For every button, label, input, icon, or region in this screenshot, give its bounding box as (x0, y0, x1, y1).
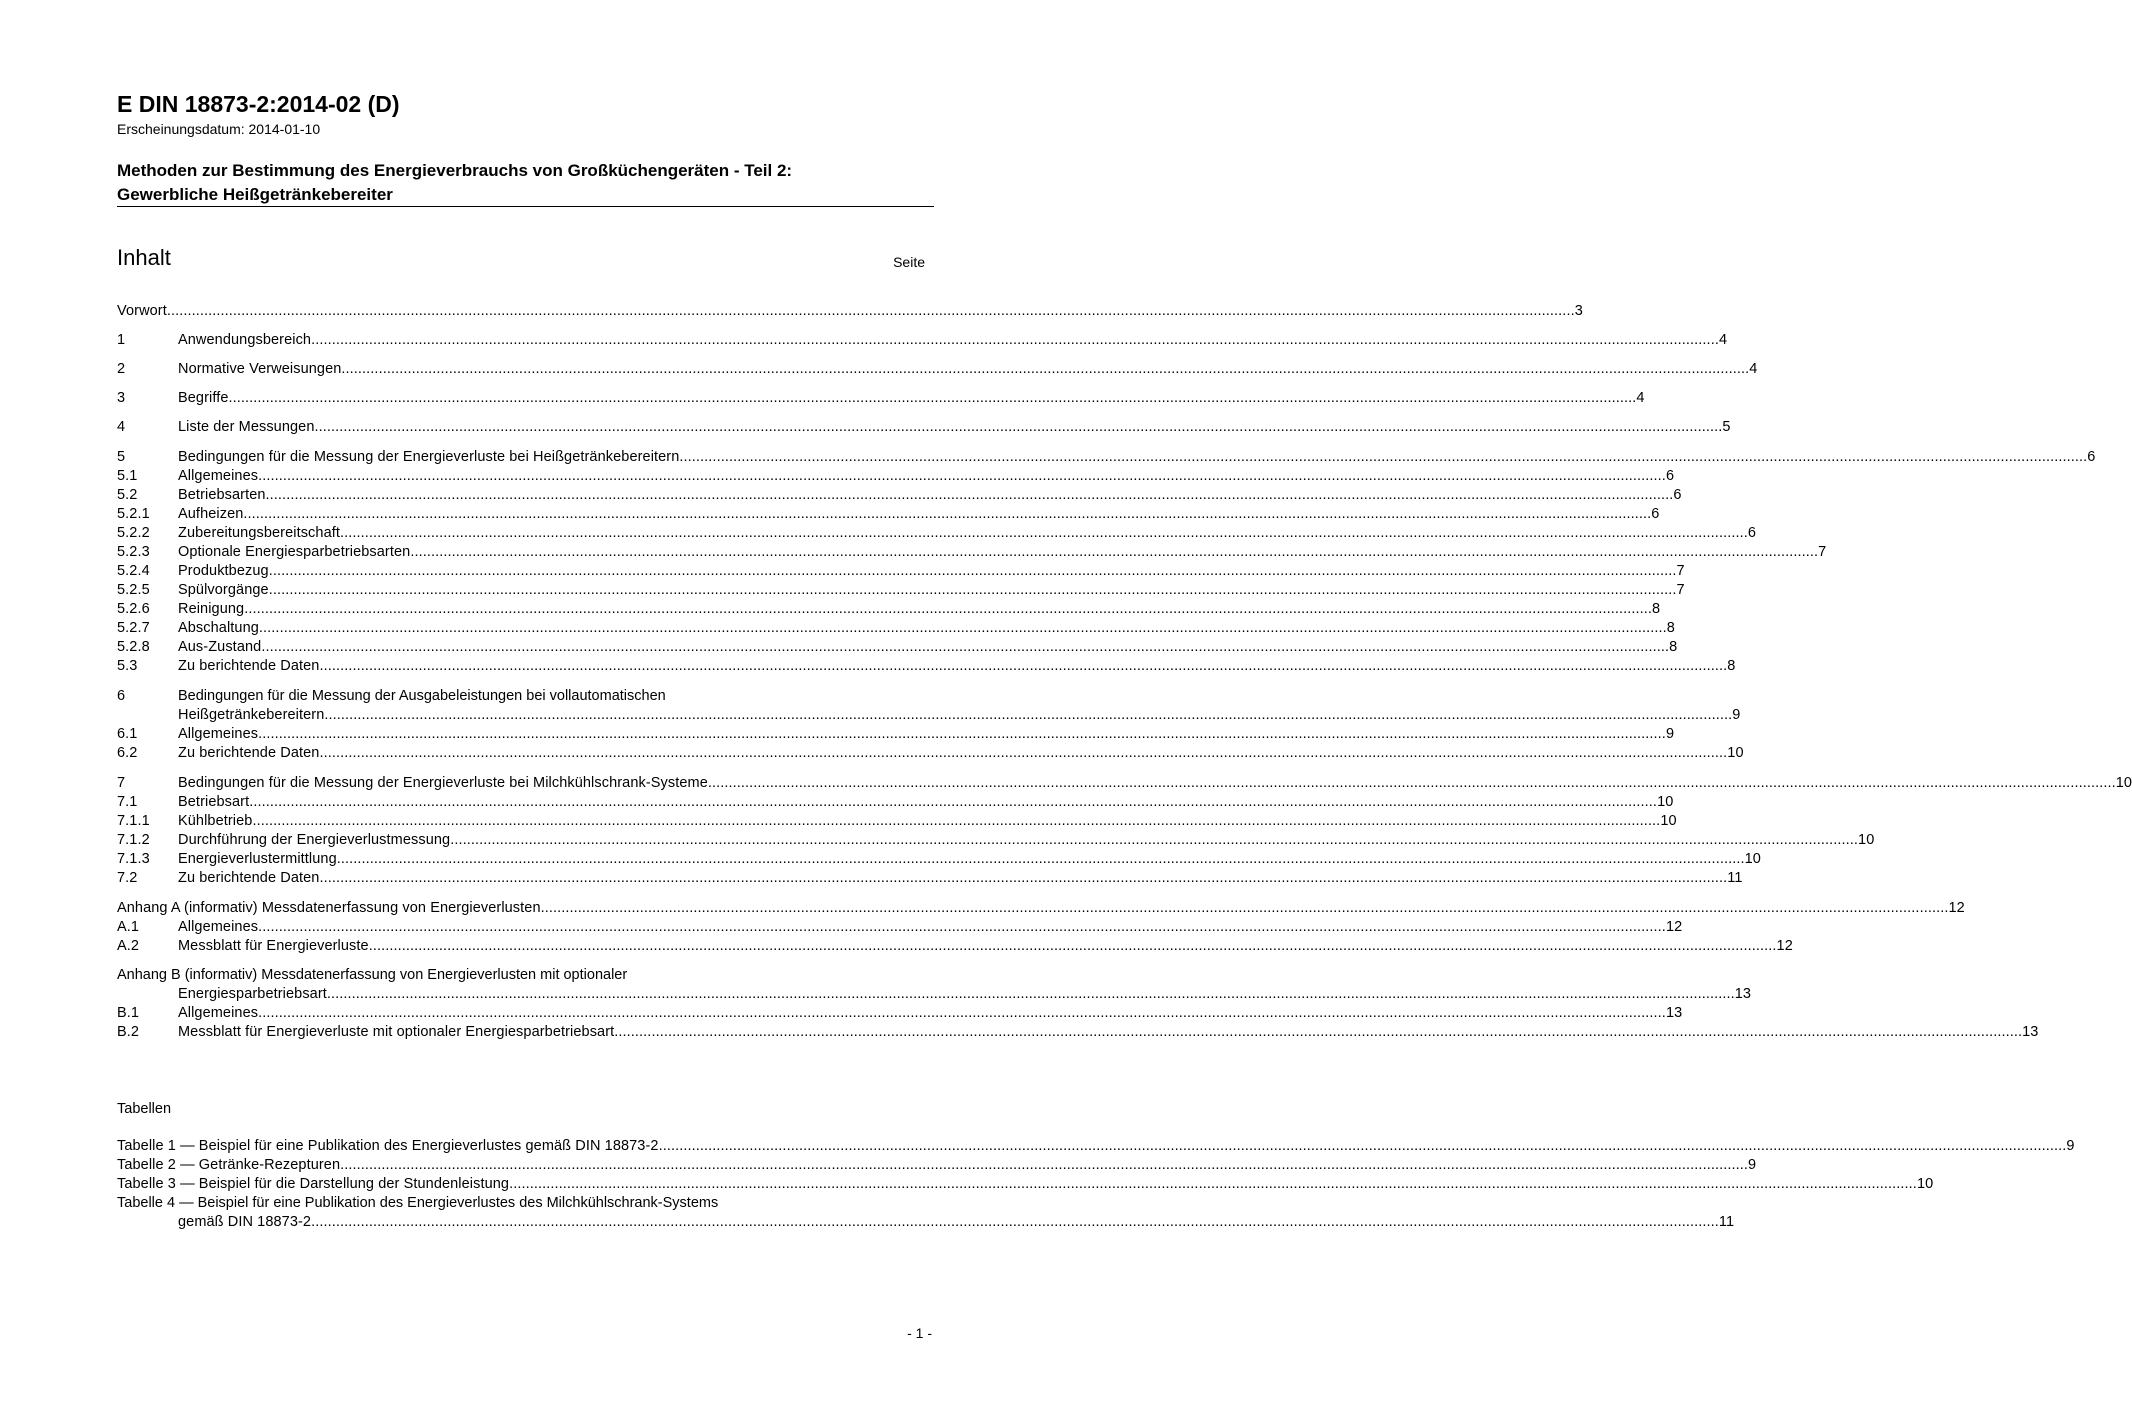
toc-entry[interactable] (117, 869, 1743, 888)
toc-entry[interactable] (117, 638, 1678, 657)
toc-entry[interactable] (117, 744, 1744, 763)
toc-entry-text: Zu berichtende Daten (178, 870, 320, 886)
toc-entry-text: Energieverlustermittlung (178, 851, 337, 867)
toc-entry-number: 7.1.1 (117, 813, 150, 829)
toc-entry-number: 5.2 (117, 487, 138, 503)
toc-entry[interactable] (117, 562, 1685, 581)
toc-entry-number: 5.3 (117, 658, 138, 674)
toc-entry-number: 6.1 (117, 726, 138, 742)
toc-entry-number: 5.2.3 (117, 544, 150, 560)
toc-entry-number: 5.2.8 (117, 639, 150, 655)
toc-entry-number: 7.1.2 (117, 832, 150, 848)
toc-entry[interactable] (117, 418, 1731, 437)
toc-entry-number: A.1 (117, 919, 140, 935)
toc-entry[interactable] (117, 774, 2132, 793)
toc-entry-page: 12 (1665, 919, 1683, 935)
toc-entry-text: Allgemeines (178, 726, 259, 742)
toc-entry-text: Vorwort (117, 303, 167, 319)
toc-entry-page: 13 (1734, 986, 1752, 1002)
toc-entry[interactable] (117, 505, 1660, 524)
toc-entry-number: B.1 (117, 1005, 140, 1021)
toc-entry-text: Bedingungen für die Messung der Ausgabeleistungen bei vollautomatischen (178, 688, 666, 704)
toc-entry-page: 6 (1651, 506, 1660, 522)
document-title: E DIN 18873-2:2014-02 (D) (117, 91, 400, 117)
toc-entry-page: 6 (1747, 525, 1757, 541)
page-number: - 1 - (907, 1325, 932, 1341)
toc-entry-page: 7 (1676, 582, 1685, 598)
toc-entry[interactable] (117, 619, 1675, 638)
toc-entry-text: Liste der Messungen (178, 419, 315, 435)
toc-entry-text: Zu berichtende Daten (178, 745, 320, 761)
toc-entry-page: 7 (1676, 563, 1685, 579)
toc-entry-page: 7 (1818, 544, 1827, 560)
toc-entry-number: A.2 (117, 938, 140, 954)
toc-entry-number: 4 (117, 419, 126, 435)
toc-entry-page: 13 (2022, 1024, 2039, 1040)
toc-entry-page: 10 (1657, 794, 1674, 810)
toc-entry-page: 5 (1722, 419, 1731, 435)
toc-entry-number: 5.2.4 (117, 563, 150, 579)
toc-entry-text: Heißgetränkebereitern (178, 707, 325, 723)
document-subtitle (117, 159, 937, 207)
toc-entry-text: Messblatt für Energieverluste (178, 938, 369, 954)
toc-entry-page: 11 (1727, 870, 1743, 886)
table-entry-page: 9 (2066, 1138, 2075, 1154)
toc-entry-text: Anhang A (informativ) Messdatenerfassung von Energieverlusten (117, 900, 541, 916)
table-list-entry[interactable] (117, 1213, 1735, 1232)
toc-entry-page: 8 (1652, 601, 1661, 617)
table-entry-page: 10 (1916, 1176, 1934, 1192)
toc-entry-page: 4 (1749, 361, 1758, 377)
publication-date: Erscheinungsdatum: 2014-01-10 (117, 121, 321, 137)
toc-entry-number: 7 (117, 775, 126, 791)
toc-entry-page: 4 (1636, 390, 1645, 406)
toc-entry-annex-a[interactable] (117, 899, 1965, 918)
toc-entry-text: Abschaltung (178, 620, 259, 636)
table-list-entry[interactable] (117, 1137, 2075, 1156)
toc-entry-number: 5.2.6 (117, 601, 150, 617)
toc-entry-page: 6 (2087, 449, 2096, 465)
table-list-entry-heading-line[interactable] (117, 1194, 718, 1213)
table-entry-text: Tabelle 1 — Beispiel für eine Publikation des Energieverlustes gemäß DIN 18873-2 (117, 1138, 659, 1154)
toc-entry-number: 7.1 (117, 794, 138, 810)
toc-entry-number: 5.2.5 (117, 582, 150, 598)
toc-entry[interactable] (117, 524, 1757, 543)
toc-entry-text: Kühlbetrieb (178, 813, 253, 829)
toc-entry-number: 5.2.1 (117, 506, 150, 522)
toc-entry-text: Normative Verweisungen (178, 361, 342, 377)
toc-entry-page: 10 (2115, 775, 2132, 791)
subtitle-line-1: Methoden zur Bestimmung des Energieverbrauchs von Großküchengeräten - Teil 2: (117, 161, 793, 180)
toc-entry-number: 7.2 (117, 870, 138, 886)
toc-entry-text: Allgemeines (178, 468, 259, 484)
toc-entry-number: 7.1.3 (117, 851, 150, 867)
toc-entry-text: Produktbezug (178, 563, 269, 579)
toc-entry-page: 10 (1744, 851, 1761, 867)
toc-entry[interactable] (117, 448, 2096, 467)
toc-entry[interactable] (117, 937, 1793, 956)
toc-entry-text: Spülvorgänge (178, 582, 269, 598)
toc-entry-page: 13 (1665, 1005, 1683, 1021)
toc-entry-page: 12 (1948, 900, 1965, 916)
toc-entry[interactable] (117, 543, 1827, 562)
toc-entry[interactable] (117, 918, 1683, 937)
toc-entry-text: Aufheizen (178, 506, 244, 522)
subtitle-line-2: Gewerbliche Heißgetränkebereiter (117, 185, 393, 204)
toc-entry-text: Anwendungsbereich (178, 332, 312, 348)
toc-entry[interactable] (117, 850, 1761, 869)
toc-entry-number: 5 (117, 449, 126, 465)
table-entry-text: gemäß DIN 18873-2 (178, 1214, 312, 1230)
toc-entry-page: 6 (1673, 487, 1682, 503)
toc-entry-page: 12 (1776, 938, 1793, 954)
toc-entry-page: 6 (1665, 468, 1675, 484)
toc-entry[interactable] (117, 793, 1674, 812)
table-entry-page: 11 (1718, 1214, 1735, 1230)
toc-entry-heading-line[interactable] (117, 687, 666, 706)
table-entry-text: Tabelle 4 — Beispiel für eine Publikation des Energieverlustes des Milchkühlschrank-Systems (117, 1195, 719, 1211)
toc-entry[interactable] (117, 581, 1685, 600)
toc-entry[interactable] (117, 600, 1661, 619)
toc-entry-page: 8 (1666, 620, 1675, 636)
toc-heading: Inhalt (117, 245, 171, 270)
toc-entry-text: Bedingungen für die Messung der Energieverluste bei Heißgetränkebereitern (178, 449, 680, 465)
toc-entry[interactable] (117, 486, 1682, 505)
table-entry-text: Tabelle 3 — Beispiel für die Darstellung der Stundenleistung (117, 1176, 510, 1192)
toc-entry-text: Begriffe (178, 390, 229, 406)
toc-entry[interactable] (117, 725, 1675, 744)
toc-entry[interactable] (117, 1023, 2039, 1042)
toc-entry-text: Anhang B (informativ) Messdatenerfassung von Energieverlusten mit optionaler (117, 967, 628, 983)
toc-entry[interactable] (117, 657, 1736, 676)
toc-entry-text: Durchführung der Energieverlustmessung (178, 832, 451, 848)
toc-entry-text: Zubereitungsbereitschaft (178, 525, 340, 541)
toc-entry[interactable] (117, 812, 1677, 831)
toc-entry-number: 5.2.2 (117, 525, 150, 541)
header-divider (117, 206, 934, 207)
toc-entry-number: B.2 (117, 1024, 140, 1040)
toc-entry-page: 3 (1574, 303, 1583, 319)
toc-entry-vorwort[interactable] (117, 302, 1583, 321)
toc-entry-text: Zu berichtende Daten (178, 658, 320, 674)
toc-entry[interactable] (117, 1004, 1683, 1023)
toc-entry-number: 5.1 (117, 468, 138, 484)
toc-entry[interactable] (117, 360, 1758, 379)
toc-entry-text: Energiesparbetriebsart (178, 986, 327, 1002)
toc-entry[interactable] (117, 831, 1875, 850)
toc-entry-text: Allgemeines (178, 1005, 259, 1021)
toc-entry-number: 2 (117, 361, 126, 377)
toc-entry-page: 9 (1665, 726, 1675, 742)
toc-entry-page: 4 (1718, 332, 1728, 348)
toc-entry-text: Reinigung (178, 601, 245, 617)
table-list-entry[interactable] (117, 1175, 1934, 1194)
toc-entry[interactable] (117, 467, 1675, 486)
toc-entry-text: Optionale Energiesparbetriebsarten (178, 544, 411, 560)
toc-entry-page: 8 (1669, 639, 1678, 655)
toc-entry[interactable] (117, 389, 1645, 408)
toc-entry-page: 10 (1660, 813, 1677, 829)
table-entry-page: 9 (1747, 1157, 1757, 1173)
toc-entry-number: 6.2 (117, 745, 138, 761)
table-entry-text: Tabelle 2 — Getränke-Rezepturen (117, 1157, 341, 1173)
toc-entry[interactable] (117, 985, 1752, 1004)
toc-entry-number: 5.2.7 (117, 620, 150, 636)
toc-entry-number: 6 (117, 688, 126, 704)
toc-entry-page: 9 (1732, 707, 1741, 723)
toc-entry-page: 10 (1727, 745, 1744, 761)
toc-entry-text: Messblatt für Energieverluste mit optionaler Energiesparbetriebsart (178, 1024, 615, 1040)
toc-entry-number: 3 (117, 390, 126, 406)
table-list-entry[interactable] (117, 1156, 1757, 1175)
toc-entry[interactable] (117, 706, 1741, 725)
toc-entry-text: Allgemeines (178, 919, 259, 935)
toc-entry-text: Betriebsarten (178, 487, 266, 503)
toc-entry-page: 8 (1727, 658, 1736, 674)
toc-entry-text: Betriebsart (178, 794, 250, 810)
toc-entry[interactable] (117, 331, 1728, 350)
toc-entry-text: Aus-Zustand (178, 639, 262, 655)
toc-entry-page: 10 (1858, 832, 1875, 848)
tables-list-heading: Tabellen (117, 1101, 172, 1117)
toc-entry-annex-b-heading[interactable] (117, 966, 627, 985)
toc-entry-text: Bedingungen für die Messung der Energieverluste bei Milchkühlschrank-Systeme (178, 775, 708, 791)
toc-entry-number: 1 (117, 332, 126, 348)
toc-page-column-heading: Seite (893, 254, 925, 270)
